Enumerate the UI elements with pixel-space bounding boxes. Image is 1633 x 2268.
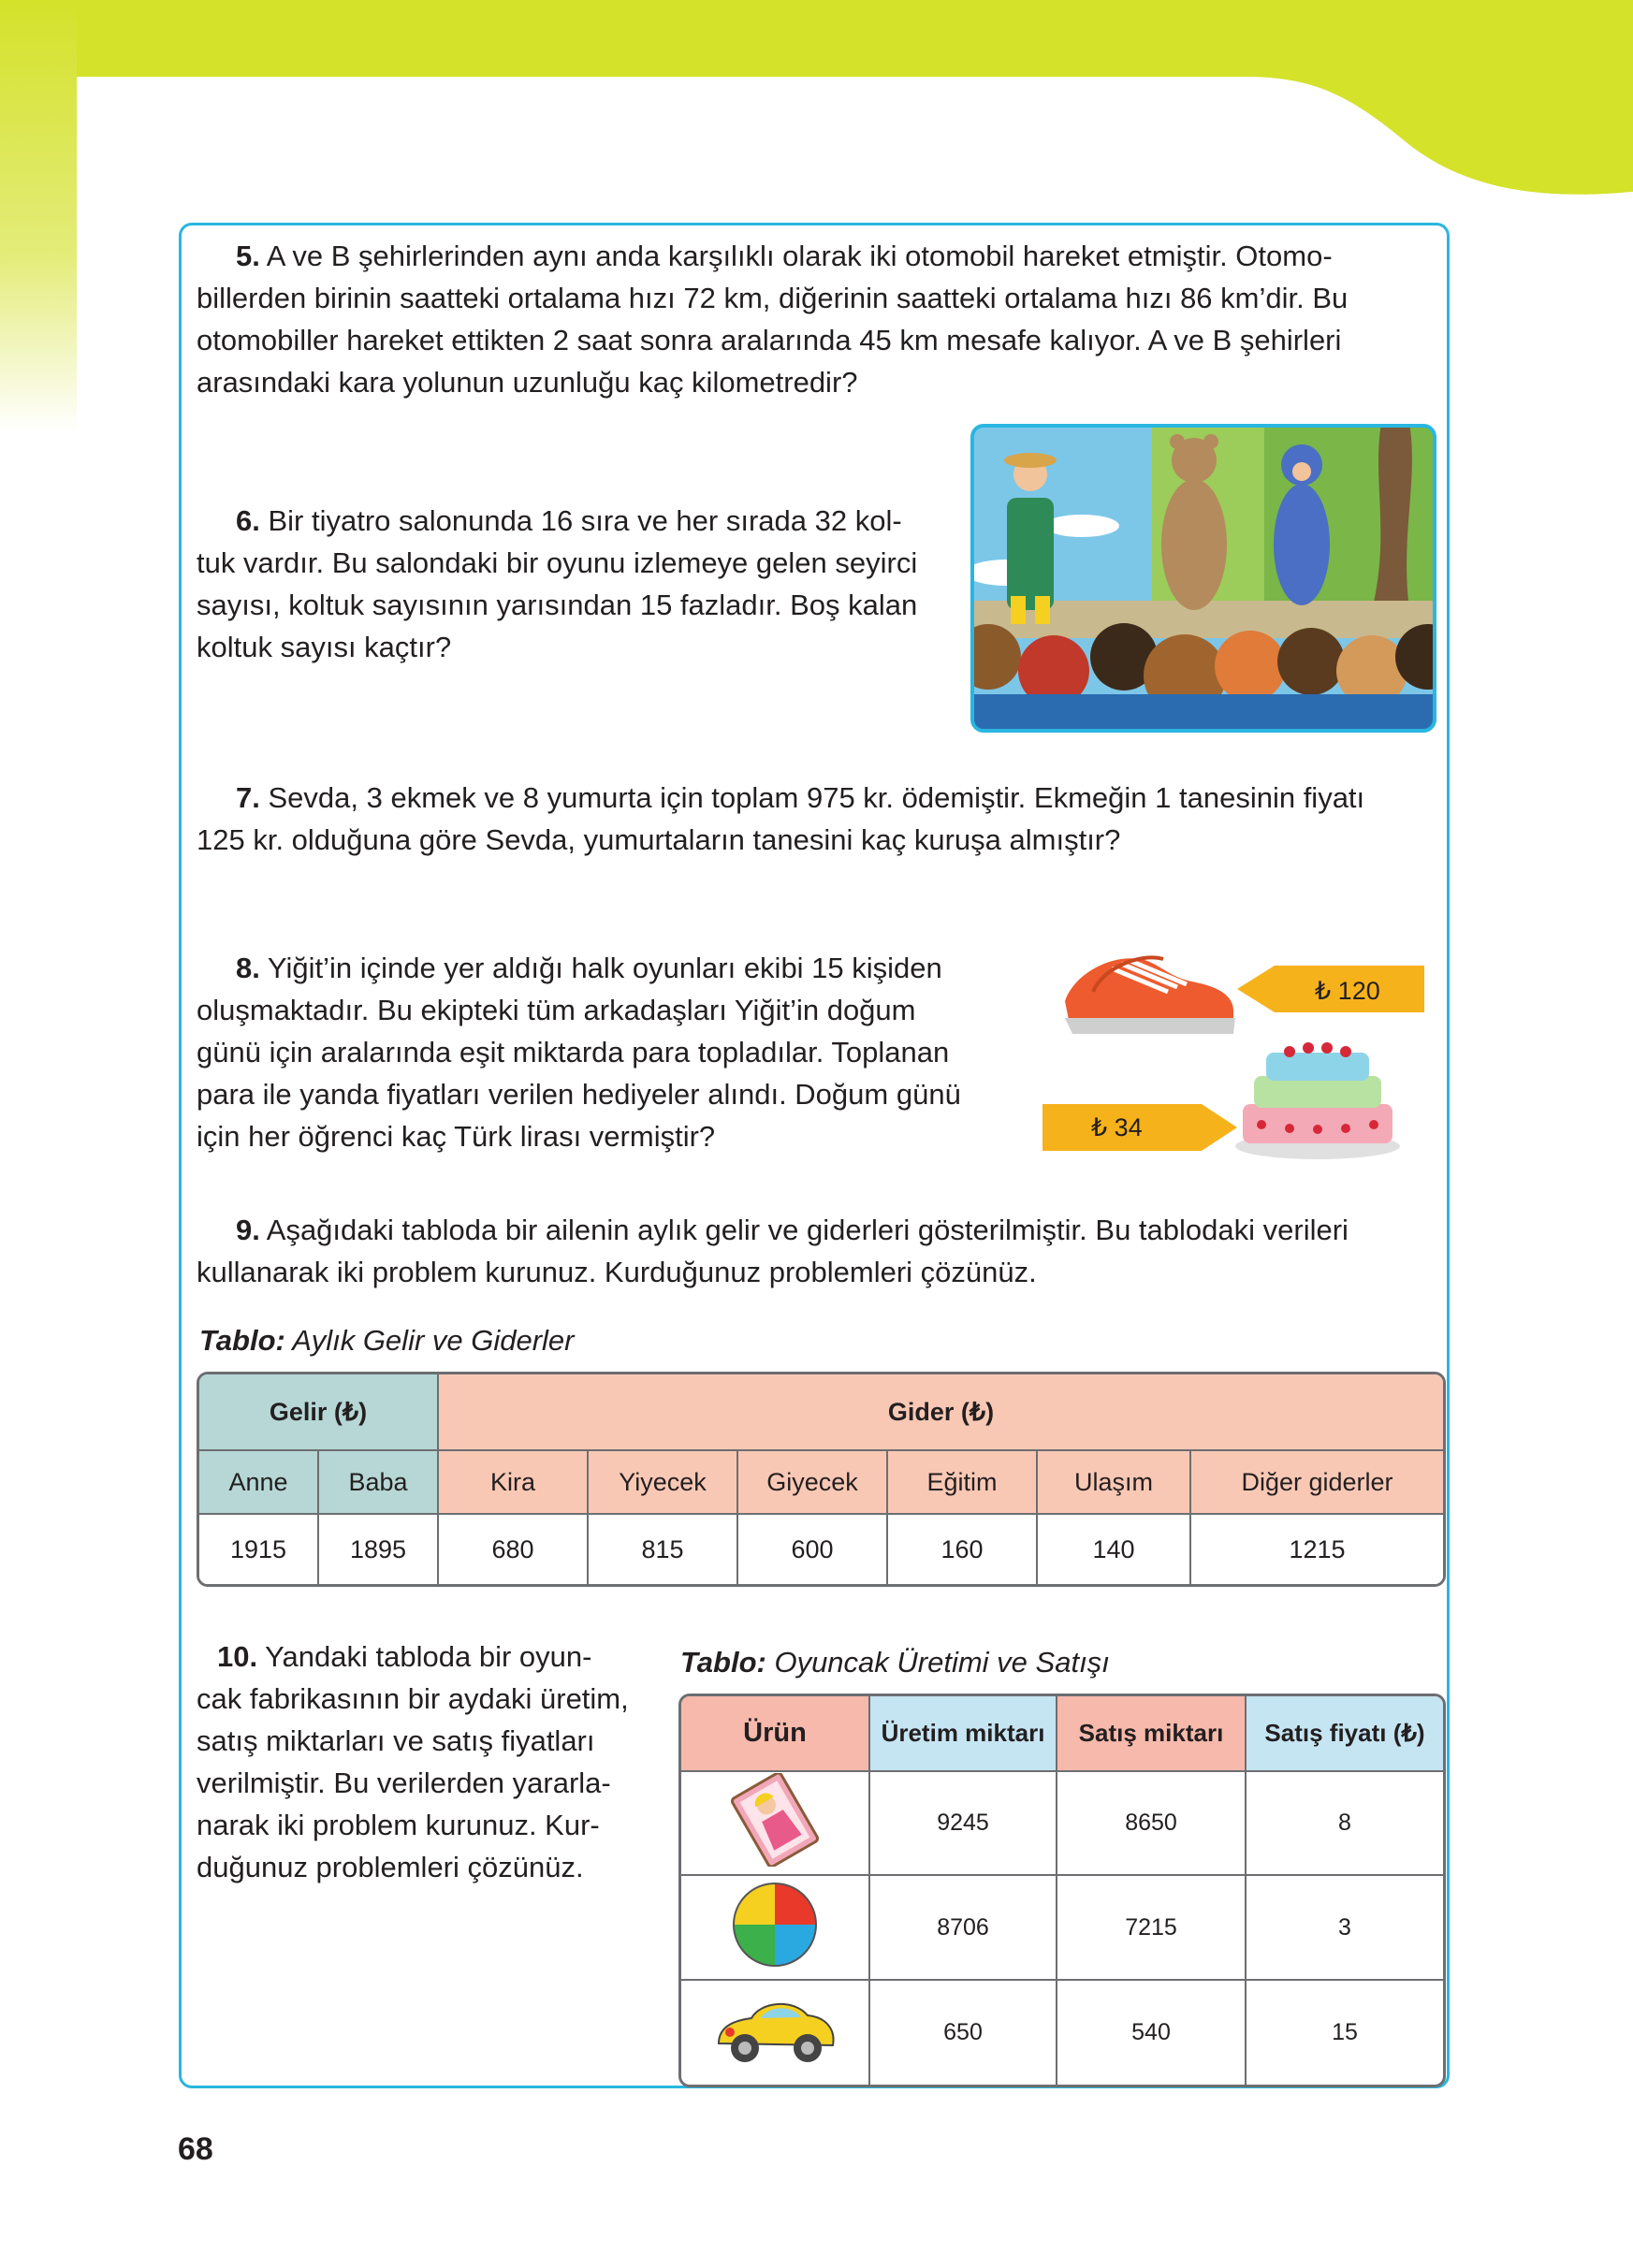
problem-9: 9. Aşağıdaki tabloda bir ailenin aylık gelir ve giderleri gösterilmiştir. Bu tablodaki verileri kullanarak iki problem kurunuz. Kurduğunuz problemleri çözünüz. bbox=[197, 1214, 1349, 1288]
problem-number: 8. bbox=[236, 952, 260, 984]
column-header: Eğitim bbox=[888, 1451, 1038, 1515]
problem-number: 6. bbox=[236, 504, 260, 537]
table-cell: 140 bbox=[1038, 1515, 1191, 1584]
table-cell: 600 bbox=[738, 1515, 888, 1584]
table-row bbox=[681, 1876, 1443, 1981]
problem-number: 5. bbox=[236, 240, 260, 272]
table-cell: 1915 bbox=[199, 1515, 319, 1584]
problem-number: 10. bbox=[217, 1640, 258, 1673]
price-cake-label: ₺ 34 bbox=[1091, 1113, 1143, 1141]
table2-caption: Tablo: Oyuncak Üretimi ve Satışı bbox=[680, 1646, 1110, 1679]
problem-number: 9. bbox=[236, 1214, 260, 1246]
table-cell: 650 bbox=[870, 1981, 1057, 2085]
table-cell: 680 bbox=[439, 1515, 589, 1584]
expense-header: Gider (₺) bbox=[439, 1374, 1443, 1451]
column-header: Satış fiyatı (₺) bbox=[1247, 1696, 1443, 1772]
table-row bbox=[199, 1515, 1443, 1584]
problem-5: 5. A ve B şehirlerinden aynı anda karşılıklı olarak iki otomobil hareket etmiştir. Otomo- billerden birinin saatteki ortalama hızı 72 km, diğerinin saatteki ortalama hızı 86 km’dir. Bu otomobiller hareket ettikten 2 saat sonra aralarında 45 km mesafe kalıyor. A ve B şehirleri arasındaki kara yolunun uzunluğu kaç kilometredir? bbox=[197, 240, 1349, 399]
cake-illustration bbox=[1233, 1039, 1402, 1160]
column-header: Diğer giderler bbox=[1191, 1451, 1443, 1515]
beach-ball-icon bbox=[681, 1876, 870, 1981]
column-header: Baba bbox=[319, 1451, 439, 1515]
table-cell: 540 bbox=[1057, 1981, 1247, 2085]
problem-7: 7. Sevda, 3 ekmek ve 8 yumurta için toplam 975 kr. ödemiştir. Ekmeğin 1 tanesinin fiyatı 125 kr. olduğuna göre Sevda, yumurtaların tanesini kaç kuruşa almıştır? bbox=[197, 781, 1365, 856]
problem-8: 8. Yiğit’in içinde yer aldığı halk oyunları ekibi 15 kişiden oluşmaktadır. Bu ekipteki tüm arkadaşları Yiğit’in doğum günü için aralarında eşit miktarda para topladılar. Toplanan para ile yanda fiyatları verilen hediyeler alındı. Doğum günü için her öğrenci kaç Türk lirası vermiştir? bbox=[197, 952, 961, 1153]
table-cell: 3 bbox=[1247, 1876, 1443, 1981]
price-shoes-label: ₺ 120 bbox=[1315, 977, 1380, 1005]
page-number: 68 bbox=[178, 2131, 213, 2167]
table-cell: 15 bbox=[1332, 2019, 1358, 2046]
column-header: Kira bbox=[439, 1451, 589, 1515]
income-header: Gelir (₺) bbox=[199, 1374, 439, 1451]
column-header: Giyecek bbox=[738, 1451, 888, 1515]
table-cell: 815 bbox=[589, 1515, 738, 1584]
income-expense-table bbox=[197, 1372, 1446, 1587]
table-cell: 8650 bbox=[1057, 1772, 1247, 1877]
table-cell: 9245 bbox=[870, 1772, 1057, 1877]
table-cell: 8 bbox=[1247, 1772, 1443, 1877]
theater-illustration bbox=[970, 423, 1437, 734]
column-header: Ulaşım bbox=[1038, 1451, 1191, 1515]
column-header: Yiyecek bbox=[589, 1451, 738, 1515]
column-header: Anne bbox=[199, 1451, 319, 1515]
problem-10: 10. Yandaki tabloda bir oyun- cak fabrikasının bir aydaki üretim, satış miktarları ve satış fiyatları verilmiştir. Bu verilerden yararla- narak iki problem kurunuz. Kur- duğunuz problemleri çözünüz. bbox=[197, 1640, 629, 1883]
table-cell: 160 bbox=[888, 1515, 1038, 1584]
doll-box-icon bbox=[681, 1772, 870, 1877]
column-header: Satış miktarı bbox=[1057, 1696, 1247, 1772]
sneakers-illustration bbox=[1056, 936, 1243, 1043]
toy-production-table bbox=[678, 1694, 1446, 2087]
problem-number: 7. bbox=[236, 781, 260, 814]
toy-car-icon bbox=[681, 1981, 870, 2085]
table-row bbox=[681, 1981, 1443, 2085]
problem-6: 6. Bir tiyatro salonunda 16 sıra ve her sırada 32 kol- tuk vardır. Bu salondaki bir oyunu izlemeye gelen seyirci sayısı, koltuk sayısının yarısından 15 fazladır. Boş kalan koltuk sayısı kaçtır? bbox=[197, 504, 918, 663]
table-cell: 8706 bbox=[870, 1876, 1057, 1981]
table-row bbox=[681, 1772, 1443, 1877]
table-cell: 7215 bbox=[1057, 1876, 1247, 1981]
table-cell: 1215 bbox=[1191, 1515, 1443, 1584]
column-header: Üretim miktarı bbox=[870, 1696, 1057, 1772]
table-cell: 1895 bbox=[319, 1515, 439, 1584]
table1-caption: Tablo: Aylık Gelir ve Giderler bbox=[199, 1324, 575, 1357]
column-header: Ürün bbox=[681, 1696, 870, 1772]
